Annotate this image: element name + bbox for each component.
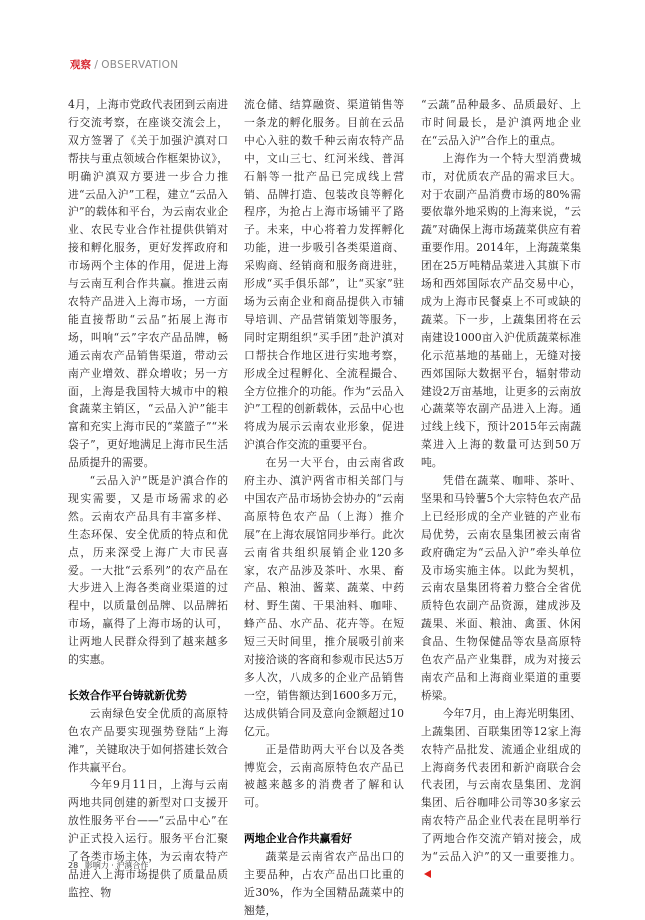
section-heading [68, 687, 228, 705]
article-paragraph [68, 472, 228, 669]
article-paragraph [68, 776, 228, 901]
paragraph-text: 蔬菜是云南省农产品出口的主要品种，占农产品出口比重的近30%，作为全国精品蔬菜中的翘楚， [244, 850, 404, 917]
end-triangle-icon [424, 870, 431, 878]
article-paragraph [244, 96, 404, 454]
paragraph-text: “云蔬”品种最多、品质最好、上市时间最长，是沪滇两地企业在“云品入沪”合作上的重点。 [421, 98, 581, 147]
section-name-cn: 观察 [70, 59, 91, 71]
paragraph-text: 长效合作平台铸就新优势 [68, 688, 187, 702]
article-paragraph [421, 150, 581, 472]
article-paragraph [68, 705, 228, 777]
paragraph-text: 4月，上海市党政代表团到云南进行交流考察，在座谈交流会上，双方签署了《关于加强沪滇对口帮扶与重点领域合作框架协议》，明确沪滇双方要进一步合力推进“云品入沪”工程，建立“云品入沪”的载体和平台，为云南农业企业、农民专业合作社提供供销对接和孵化服务，更好发挥政府和市场两个主体的作用，促进上海与云南互利合作共赢。推进云南农特产品进入上海市场，一方面能直接帮助“云品”拓展上海市场，叫响“云”字农产品品牌，畅通云南农产品销售渠道，带动云南产业增效、群众增收；另一方面，上海是我国特大城市中的粮食蔬菜主销区，“云品入沪”能丰富和充实上海市民的“菜篮子”“米袋子”，更好地满足上海市民生活品质提升的需要。 [68, 98, 228, 470]
article-paragraph [421, 472, 581, 705]
paragraph-text: 今年7月，由上海光明集团、上蔬集团、百联集团等12家上海农特产品批发、流通企业组成的上海商务代表团和新沪商联合会代表团，与云南农垦集团、龙润集团、后谷咖啡公司等30多家云南农特产品企业代表在昆明举行了两地合作交流产销对接会，成为“云品入沪”的又一重要推力。 [421, 706, 581, 864]
article-paragraph [421, 705, 581, 884]
publication-name: 影响力 · 沪滇合作 [84, 861, 149, 870]
article-paragraph [421, 96, 581, 150]
paragraph-text: 正是借助两大平台以及各类博览会，云南高原特色农产品已被越来越多的消费者了解和认可。 [244, 742, 404, 810]
section-name-en: OBSERVATION [101, 59, 179, 71]
article-column-3 [421, 96, 581, 884]
paragraph-spacer [244, 812, 404, 830]
article-paragraph [68, 96, 228, 472]
section-heading [244, 830, 404, 848]
paragraph-text: 上海作为一个特大型消费城市，对优质农产品的需求巨大。对于农副产品消费市场的80%需要依靠外地采购的上海来说，“云蔬”对确保上海市场蔬菜供应有着重要作用。2014年，上海蔬菜集团在25万吨精品菜进入其旗下市场和西郊国际农产品交易中心，成为上海市民餐桌上不可或缺的蔬菜。下一步，上蔬集团将在云南建设1000亩入沪优质蔬菜标准化示范基地的基础上，无缝对接西郊国际大数据平台，辐射带动建设2万亩基地，让更多的云南放心蔬菜等农副产品进入上海。通过线上线下，预计2015年云南蔬菜进入上海的数量可达到50万吨。 [421, 151, 581, 470]
paragraph-text: 在另一大平台，由云南省政府主办、滇沪两省市相关部门与中国农产品市场协会协办的“云南高原特色农产品（上海）推介展”在上海农展馆同步举行。此次云南省共组织展销企业120多家，农产品涉及茶叶、水果、畜产品、粮油、酱菜、蔬菜、中药材、野生菌、干果油料、咖啡、蜂产品、水产品、花卉等。在短短三天时间里，推介展吸引前来对接洽谈的客商和参观市民达5万多人次，八成多的企业产品销售一空，销售额达到1600多万元，达成供销合同及意向金额超过10亿元。 [244, 456, 404, 738]
paragraph-text: “云品入沪”既是沪滇合作的现实需要，又是市场需求的必然。云南农产品具有丰富多样、生态环保、安全优质的特点和优点，历来深受上海广大市民喜爱。一大批“云系列”的农产品在大步进入上海各类商业渠道的过程中，以质量创品牌、以品牌拓市场，赢得了上海市场的认可，让两地人民群众得到了越来越多的实惠。 [68, 474, 228, 667]
article-paragraph [244, 741, 404, 813]
paragraph-text: 云南绿色安全优质的高原特色农产品要实现强势登陆“上海滩”，关键取决于如何搭建长效合作共赢平台。 [68, 706, 228, 774]
section-separator: / [94, 59, 98, 71]
article-paragraph [244, 454, 404, 741]
article-column-1 [68, 96, 228, 902]
paragraph-text: 今年9月11日，上海与云南两地共同创建的新型对口支援开放性服务平台——“云品中心”在沪正式投入运行。服务平台汇聚了各类市场主体，为云南农特产品进入上海市场提供了质量品质监控、物 [68, 778, 228, 899]
paragraph-text: 两地企业合作共赢看好 [244, 832, 352, 846]
page-footer [68, 860, 148, 871]
article-paragraph [244, 848, 404, 920]
paragraph-text: 流仓储、结算融资、渠道销售等一条龙的孵化服务。目前在云品中心入驻的数千种云南农特产品中，文山三七、红河米线、普洱石斛等一批产品已完成线上营销、品牌打造、包装改良等孵化程序，为抢占上海市场铺平了路子。未来，中心将着力发挥孵化功能，进一步吸引各类渠道商、采购商、经销商和服务商进驻，形成“买手俱乐部”，让“买家”驻场为云南企业和商品提供入市辅导培训、产品营销策划等服务，同时定期组织“买手团”赴沪滇对口帮扶合作地区进行实地考察，形成全过程孵化、全流程撮合、全方位推介的功能。作为“云品入沪”工程的创新载体，云品中心也将成为展示云南农业形象，促进沪滇合作交流的重要平台。 [244, 98, 404, 452]
paragraph-text: 凭借在蔬菜、咖啡、茶叶、坚果和马铃薯5个大宗特色农产品上已经形成的全产业链的产业布局优势，云南农垦集团被云南省政府确定为“云品入沪”牵头单位及市场实施主体。以此为契机，云南农垦集团将着力整合全省优质特色农副产品资源，建成涉及蔬果、米面、粮油、禽蛋、休闲食品、生物保健品等农垦高原特色农产品产业集群，成为对接云南农产品和上海商业渠道的重要桥梁。 [421, 474, 581, 702]
paragraph-spacer [68, 669, 228, 687]
page-number: 28 [68, 861, 79, 870]
article-column-2 [244, 96, 404, 920]
section-header [70, 58, 178, 72]
